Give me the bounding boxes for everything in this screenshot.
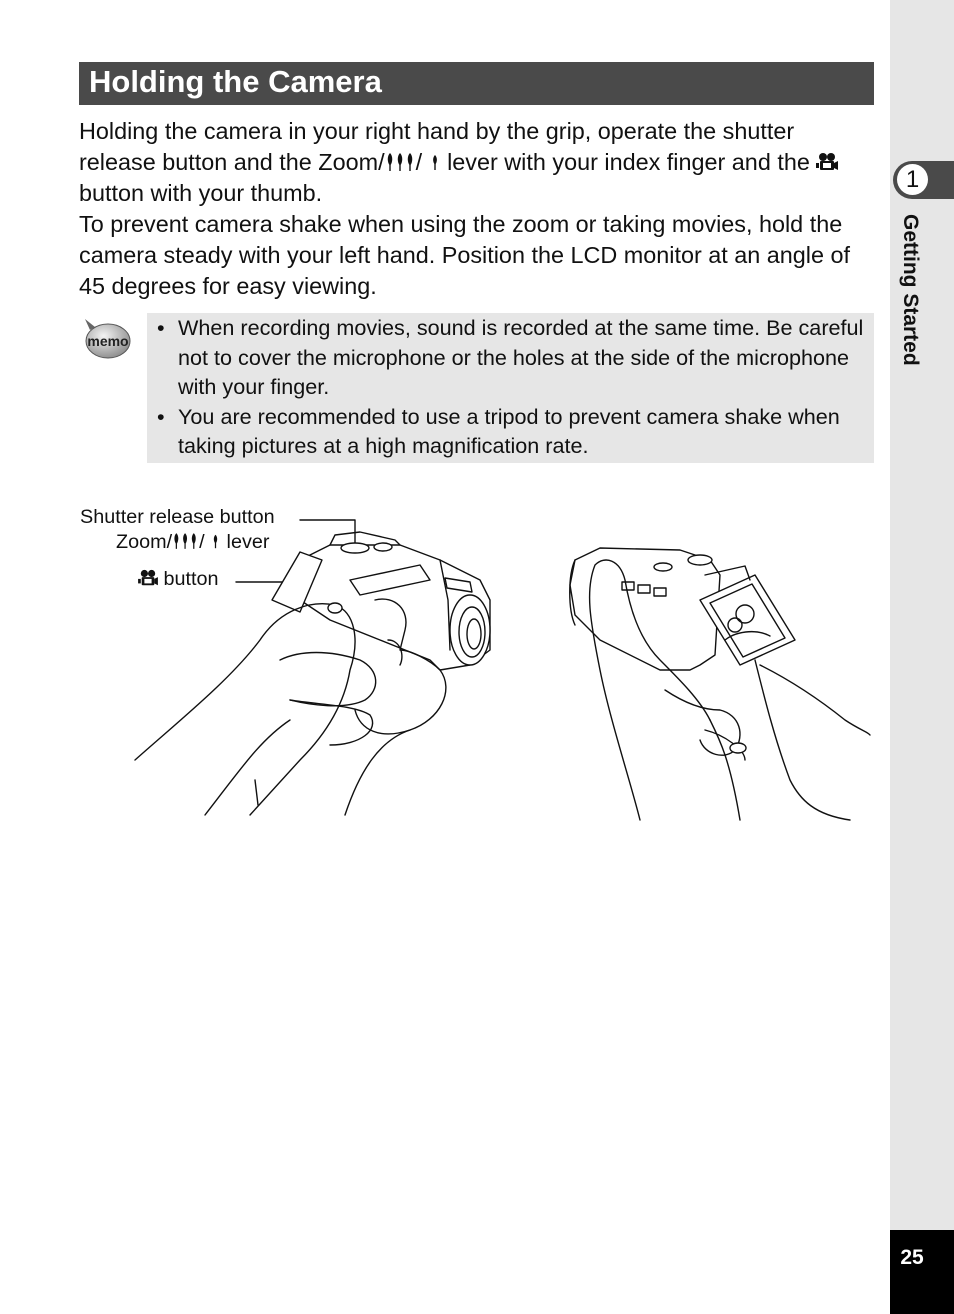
callout-movie: button [138, 568, 219, 591]
camera-left [135, 532, 490, 815]
chapter-number: 1 [897, 164, 928, 195]
chapter-number-tab [893, 161, 954, 199]
section-title-bar [79, 62, 874, 105]
callout-zoom: Zoom/ / lever [116, 531, 270, 553]
paragraph-2: To prevent camera shake when using the zoom or taking movies, hold the camera steady with your left hand. Position the LCD monitor at an angle of 45 degrees for easy viewing. [79, 211, 851, 299]
movie-camera-icon [816, 152, 838, 172]
wide-tree-icon [429, 152, 441, 172]
camera-holding-illustration [0, 490, 880, 830]
page-number-box [890, 1230, 954, 1314]
svg-text:memo: memo [87, 333, 129, 349]
memo-item: • You are recommended to use a tripod to prevent camera shake when taking pictures at a high magnification rate. [157, 403, 840, 458]
section-title: Holding the Camera [89, 64, 382, 99]
memo-list [157, 313, 864, 461]
memo-item: • When recording movies, sound is recorded at the same time. Be careful not to cover the microphone or the holes at the side of the microphone with your finger. [157, 315, 864, 399]
body-text [79, 116, 874, 302]
camera-right [570, 548, 870, 820]
callout-shutter: Shutter release button [80, 506, 275, 528]
memo-icon [81, 317, 133, 361]
memo-box [147, 313, 874, 463]
page-number: 25 [900, 1246, 924, 1269]
chapter-label: Getting Started [899, 214, 922, 366]
tele-trees-icon [385, 152, 416, 172]
paragraph-1: Holding the camera in your right hand by the grip, operate the shutter release button and the Zoom/ / lever with your index finger and the button with your thumb. [79, 116, 874, 209]
